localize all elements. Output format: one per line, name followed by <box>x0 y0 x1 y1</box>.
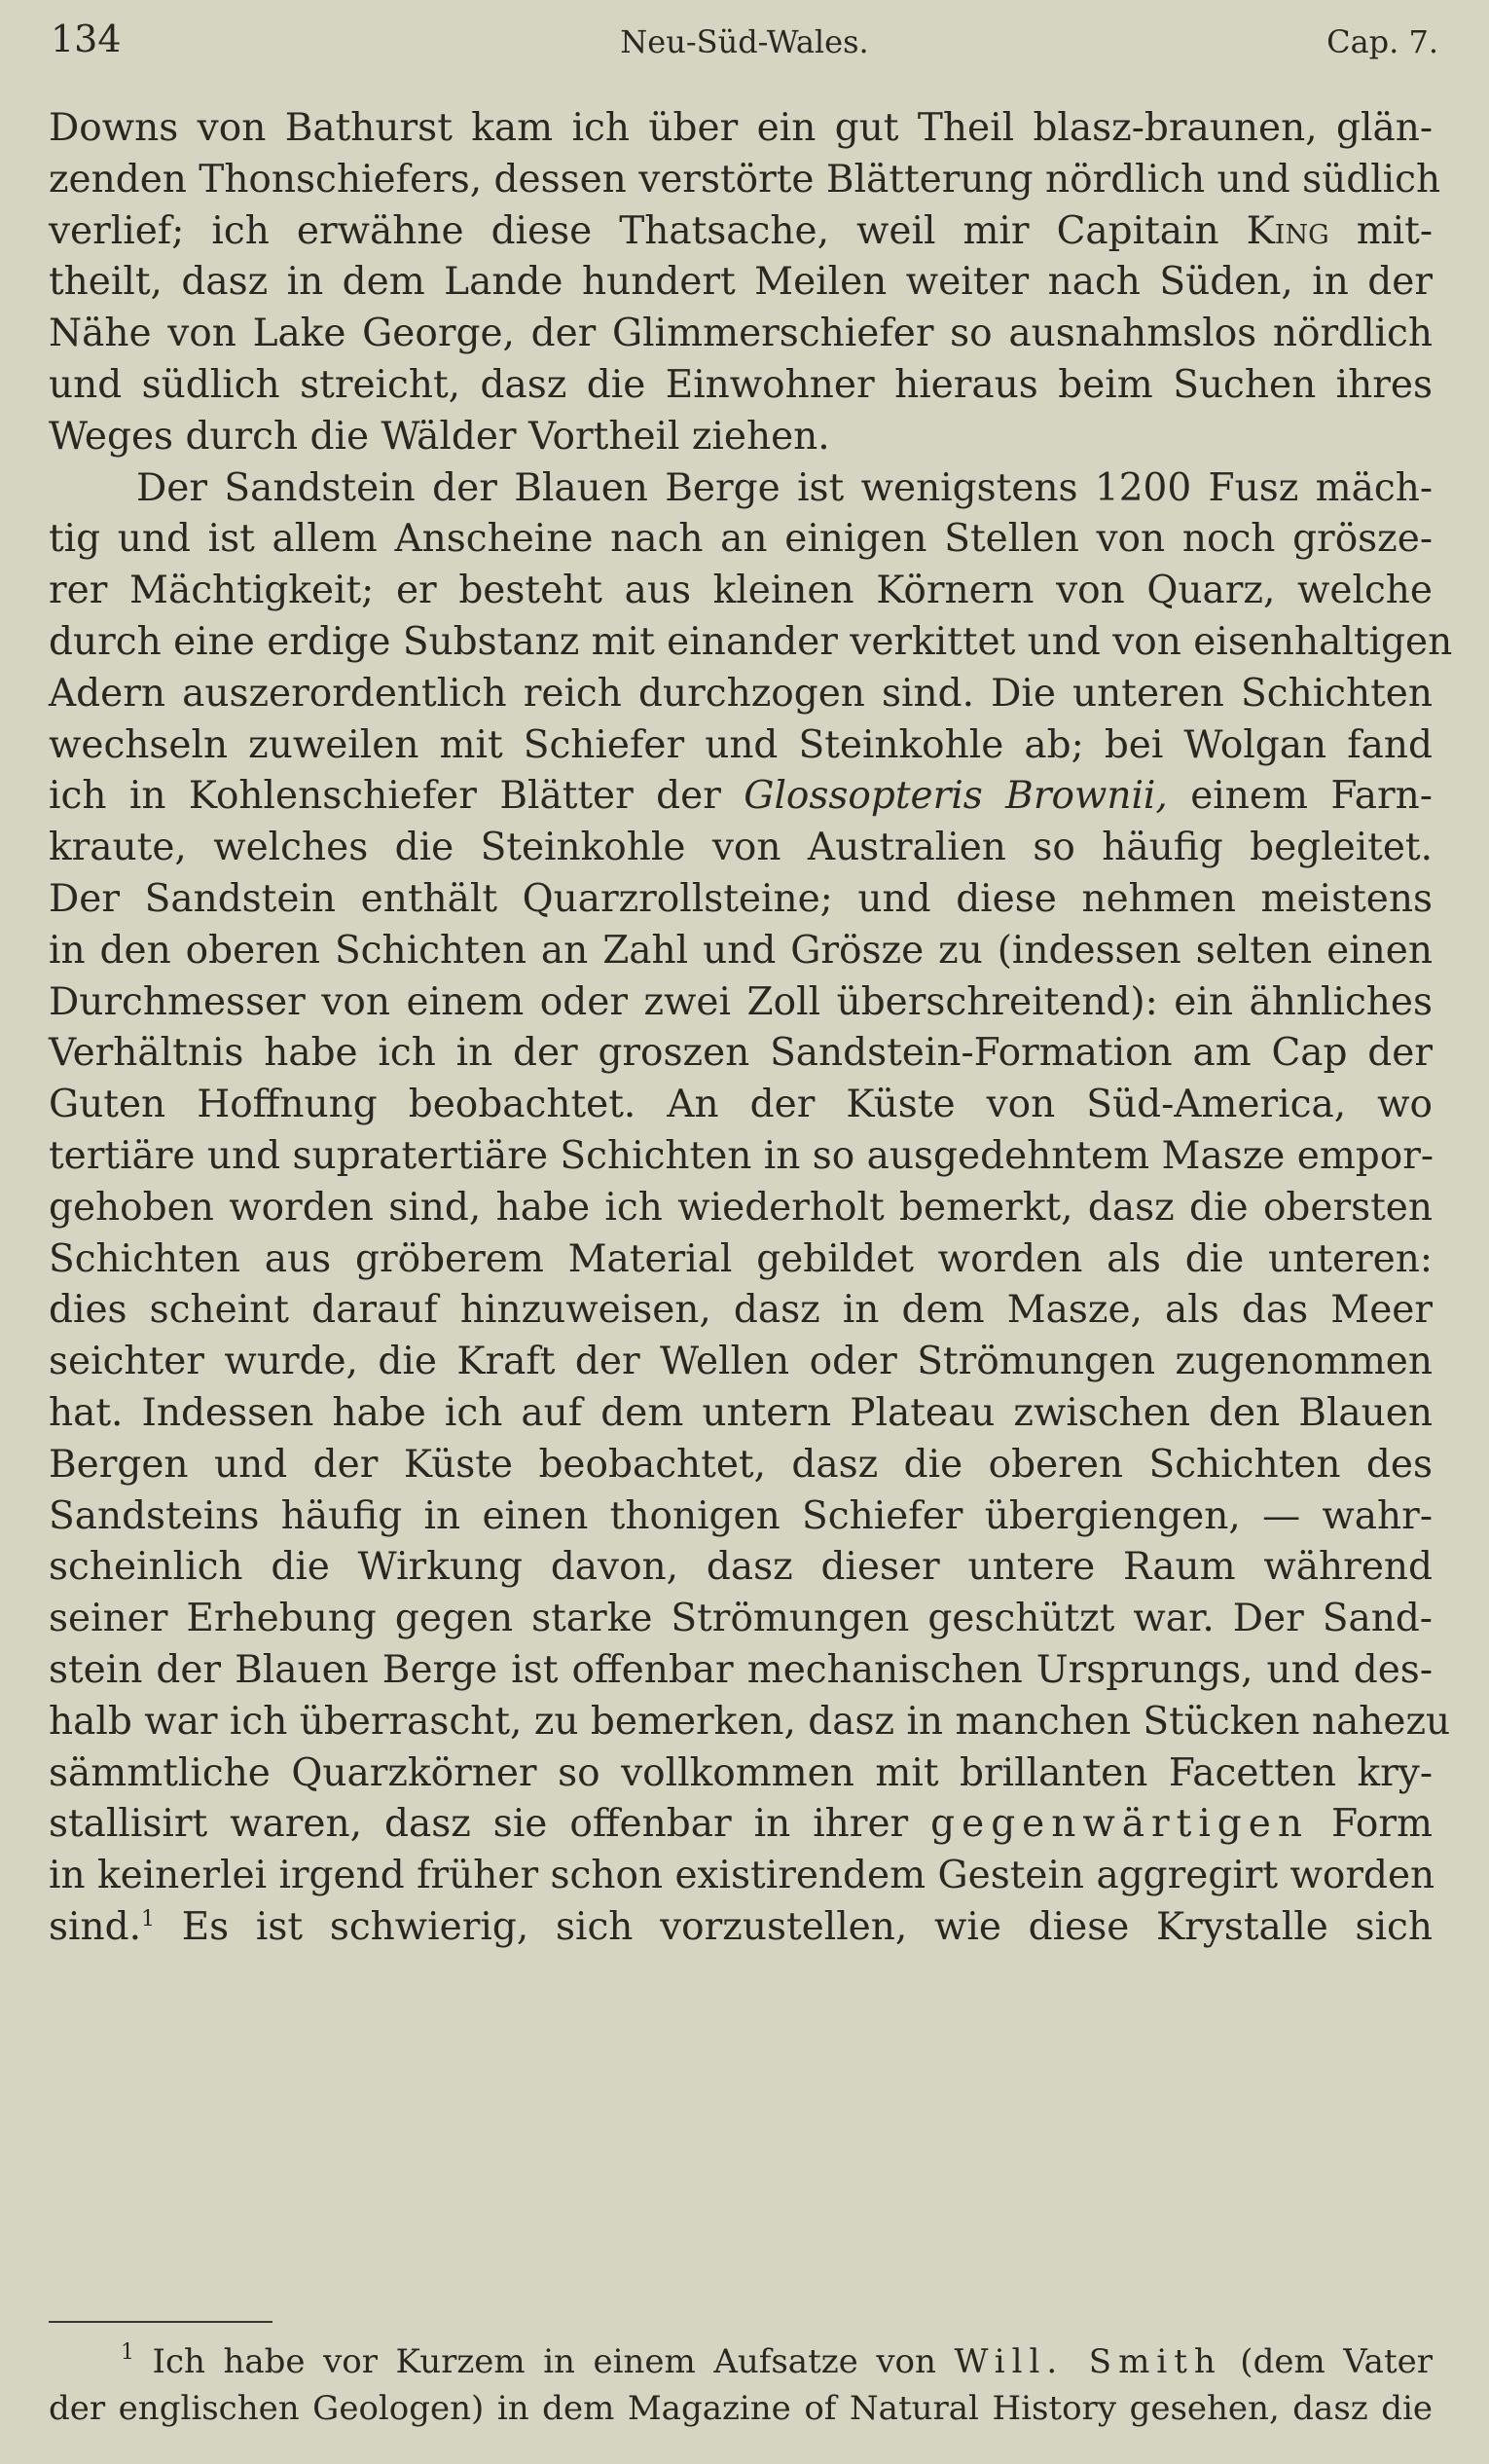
footnotes <box>49 2338 1433 2432</box>
author-name-king: King <box>1246 208 1329 253</box>
footnote-line: der englischen Geologen) in dem Magazine of Natural History gesehen, dasz die <box>49 2389 1433 2428</box>
text-line: Guten Hoffnung beobachtet. An der Küste von Süd-America, wo <box>49 1083 1433 1127</box>
text-line: und südlich streicht, dasz die Einwohner hieraus beim Suchen ihres <box>49 362 1433 407</box>
footnote-marker: 1 <box>140 1906 155 1931</box>
emphasized-word: gegenwärtigen <box>930 1802 1309 1847</box>
text-line: verlief; ich erwähne diese Thatsache, weil mir Capitain King mit- <box>49 208 1433 253</box>
text-line: dies scheint darauf hinzuweisen, dasz in dem Masze, als das Meer <box>49 1288 1433 1333</box>
text-line: hat. Indessen habe ich auf dem untern Plateau zwischen den Blauen <box>49 1390 1433 1435</box>
text-line: Weges durch die Wälder Vortheil ziehen. <box>49 414 830 459</box>
text-line: sind.$^1$ Es ist schwierig, sich vorzustellen, wie diese Krystalle sich <box>49 1904 1433 1949</box>
text-line: halb war ich überrascht, zu bemerken, dasz in manchen Stücken nahezu <box>49 1699 1451 1744</box>
text-line: rer Mächtigkeit; er besteht aus kleinen Körnern von Quarz, welche <box>49 569 1433 613</box>
text-line: Durchmesser von einem oder zwei Zoll überschreitend): ein ähnliches <box>49 979 1433 1024</box>
chapter-label: Cap. 7. <box>1326 23 1438 60</box>
text-line: kraute, welches die Steinkohle von Australien so häufig begleitet. <box>49 826 1433 870</box>
text-line: theilt, dasz in dem Lande hundert Meilen weiter nach Süden, in der <box>49 260 1433 305</box>
text-line: zenden Thonschiefers, dessen verstörte Blätterung nördlich und südlich <box>49 157 1441 202</box>
text-line: Der Sandstein enthält Quarzrollsteine; und diese nehmen meistens <box>49 876 1433 921</box>
text-line: Nähe von Lake George, der Glimmerschiefer so ausnahmslos nördlich <box>49 312 1433 356</box>
text-line: durch eine erdige Substanz mit einander verkittet und von eisenhaltigen <box>49 619 1453 664</box>
text-line: tertiäre und supratertiäre Schichten in so ausgedehntem Masze empor- <box>49 1133 1435 1178</box>
footnote-number: 1 <box>121 2340 134 2365</box>
text-line: in keinerlei irgend früher schon existirendem Gestein aggregirt worden <box>49 1854 1435 1898</box>
footnote-rule <box>49 2321 272 2323</box>
text-line: sämmtliche Quarzkörner so vollkommen mit brillanten Facetten kry- <box>49 1750 1433 1795</box>
running-title: Neu-Süd-Wales. <box>620 23 869 60</box>
footnote-line: $^1$ Ich habe vor Kurzem in einem Aufsatze von Will. Smith (dem Vater <box>121 2340 1433 2381</box>
author-name-smith: Will. Smith <box>954 2342 1222 2381</box>
text-line: tig und ist allem Anscheine nach an einigen Stellen von noch grösze- <box>49 517 1433 562</box>
body-text <box>49 103 1453 1954</box>
text-line: Sandsteins häufig in einen thonigen Schiefer übergiengen, — wahr- <box>49 1493 1433 1538</box>
text-line: scheinlich die Wirkung davon, dasz dieser untere Raum während <box>49 1545 1433 1590</box>
text-line: Schichten aus gröberem Material gebildet worden als die unteren: <box>49 1236 1433 1281</box>
text-line: Der Sandstein der Blauen Berge ist wenigstens 1200 Fusz mäch- <box>136 465 1433 510</box>
text-line: Verhältnis habe ich in der groszen Sandstein-Formation am Cap der <box>49 1031 1433 1076</box>
species-name: Glossopteris Brownii, <box>744 774 1168 819</box>
page-number: 134 <box>51 18 122 60</box>
text-line: ich in Kohlenschiefer Blätter der Glossopteris Brownii, einem Farn- <box>49 774 1433 819</box>
text-line: gehoben worden sind, habe ich wiederholt bemerkt, dasz die obersten <box>49 1185 1433 1230</box>
text-line: Adern auszerordentlich reich durchzogen sind. Die unteren Schichten <box>49 671 1433 716</box>
text-line: seichter wurde, die Kraft der Wellen oder Strömungen zugenommen <box>49 1340 1433 1384</box>
text-line: Downs von Bathurst kam ich über ein gut Theil blasz-braunen, glän- <box>49 106 1433 150</box>
text-line: stallisirt waren, dasz sie offenbar in ihrer gegenwärtigen Form <box>49 1802 1433 1847</box>
text-line: seiner Erhebung gegen starke Strömungen geschützt war. Der Sand- <box>49 1597 1433 1641</box>
text-line: in den oberen Schichten an Zahl und Grösze zu (indessen selten einen <box>49 928 1433 973</box>
text-line: wechseln zuweilen mit Schiefer und Steinkohle ab; bei Wolgan fand <box>49 722 1433 767</box>
text-line: stein der Blauen Berge ist offenbar mechanischen Ursprungs, und des- <box>49 1647 1433 1692</box>
page-header <box>51 18 1438 76</box>
text-line: Bergen und der Küste beobachtet, dasz die oberen Schichten des <box>49 1442 1433 1487</box>
